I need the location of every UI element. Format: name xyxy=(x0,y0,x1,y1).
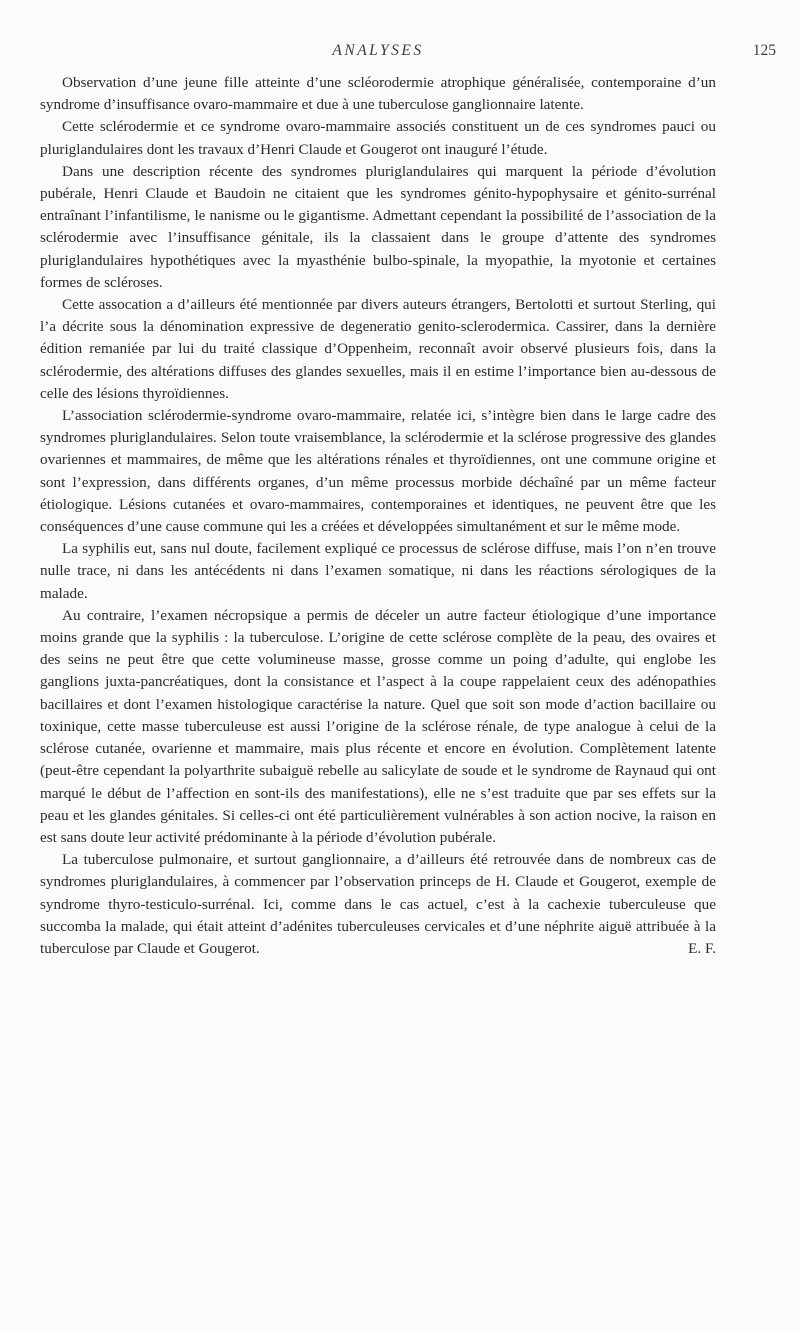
author-signature: E. F. xyxy=(688,939,716,957)
journal-page xyxy=(40,42,776,960)
article-body xyxy=(40,72,716,960)
paragraph-syphilis: La syphilis eut, sans nul doute, facilement expliqué ce processus de sclérose diffuse, mais l’on n’en trouve nulle trace, ni dans les antécédents ni dans l’examen somatique, ni dans les réactions sérologiques de la malade. xyxy=(40,540,716,602)
paragraph-association: Cette assocation a d’ailleurs été mentionnée par divers auteurs étrangers, Bertolotti et surtout Sterling, qui l’a décrite sous la dénomination expressive de degeneratio genito-sclerodermica. Cassirer, dans la dernière édition remaniée par lui du traité classique d’Oppenheim, reconnaît avoir observé plusieurs fois, dans la sclérodermie, des altérations diffuses des glandes sexuelles, mais il en estime l’importance bien au-dessous de celle des lésions thyroïdiennes. xyxy=(40,296,716,402)
paragraph-description: Dans une description récente des syndromes pluriglandulaires qui marquent la période d’évolution pubérale, Henri Claude et Baudoin ne citaient que les syndromes génito-hypophysaire et génito-surrénal entraînant l’infantilisme, le nanisme ou le gigantisme. Admettant cependant la possibilité de l’association de la sclérodermie avec l’insuffisance génitale, ils la classaient dans le groupe d’attente des syndromes pluriglandulaires hypothétiques avec la myasthénie bulbo-spinale, la myopathie, la myotonie et certaines formes de scléroses. xyxy=(40,162,716,291)
running-head xyxy=(40,42,776,64)
paragraph-necropsy: Au contraire, l’examen nécropsique a permis de déceler un autre facteur étiologique d’une importance moins grande que la syphilis : la tuberculose. L’origine de cette sclérose complète de la peau, des ovaires et des seins ne peut être que cette volumineuse masse, grosse comme un poing d’adulte, qui englobe les ganglions juxta-pancréatiques, dont la consistance et l’aspect à la coupe rappelaient ceux des adénopathies bacillaires et dont l’examen histologique caractérise la nature. Quel que soit son mode d’action bacillaire ou toxinique, cette masse tuberculeuse est aussi l’origine de la sclérose rénale, de type analogue à celui de la sclérose cutanée, ovarienne et mammaire, mais plus récente et encore en évolution. Complètement latente (peut-être cependant la polyarthrite subaiguë rebelle au salicylate de soude et le syndrome de Raynaud qui ont marqué le début de l’affection en sont-ils des manifestations), elle ne s’est traduite que par ses effets sur la peau et les glandes génitales. Si celles-ci ont été particulièrement vulnérables à son action nocive, la raison en est sans doute leur activité prédominante à la période d’évolution pubérale. xyxy=(40,606,716,846)
paragraph-pluriglandular: L’association sclérodermie-syndrome ovaro-mammaire, relatée ici, s’intègre bien dans le large cadre des syndromes pluriglandulaires. Selon toute vraisemblance, la sclérodermie et la sclérose progressive des glandes ovariennes et mammaires, de même que les altérations rénales et thyroïdiennes, ont une commune origine et sont l’expression, dans différents organes, d’un même processus morbide déchaîné par un même facteur étiologique. Lésions cutanées et ovaro-mammaires, contemporaines et identiques, ne peuvent être que les conséquences d’une cause commune qui les a créées et développées simultanément et sur le même mode. xyxy=(40,407,716,536)
paragraph-tuberculosis-text: La tuberculose pulmonaire, et surtout ganglionnaire, a d’ailleurs été retrouvée dans de nombreux cas de syndromes pluriglandulaires, à commencer par l’observation princeps de H. Claude et Gougerot, exemple de syndrome thyro-testiculo-surrénal. Ici, comme dans le cas actuel, c’est à la cachexie tuberculeuse que succomba la malade, qui était atteint d’adénites tuberculeuses cervicales et d’une néphrite aiguë attribuée à la tuberculose par Claude et Gougerot. xyxy=(40,851,716,957)
paragraph-tuberculosis xyxy=(40,849,716,960)
paragraph-syndrome: Cette sclérodermie et ce syndrome ovaro-mammaire associés constituent un de ces syndromes pauci ou pluriglandulaires dont les travaux d’Henri Claude et Gougerot ont inauguré l’étude. xyxy=(40,118,716,158)
paragraph-observation: Observation d’une jeune fille atteinte d’une scléorodermie atrophique généralisée, contemporaine d’un syndrome d’insuffisance ovaro-mammaire et due à une tuberculose ganglionnaire latente. xyxy=(40,74,716,114)
page-number: 125 xyxy=(752,42,776,59)
running-title: ANALYSES xyxy=(332,42,424,59)
